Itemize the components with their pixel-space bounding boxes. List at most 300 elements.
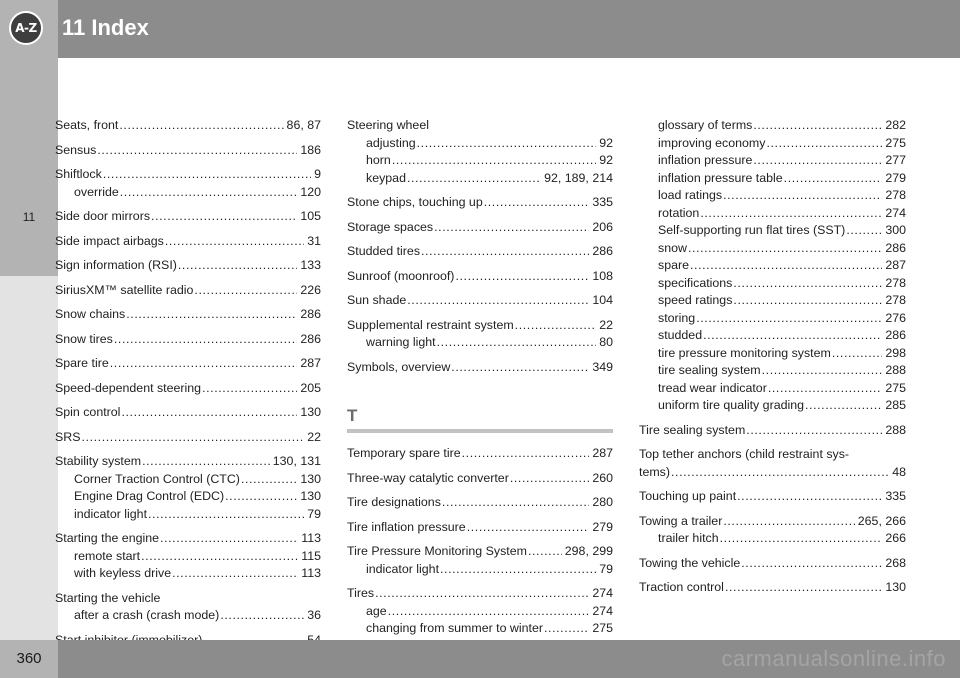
entry-label: Sun shade	[347, 293, 407, 307]
page-reference: 275	[885, 135, 906, 150]
dot-leader	[125, 306, 297, 324]
entry-label: SRS	[55, 429, 81, 444]
index-subentry-line	[347, 561, 613, 579]
page-reference: 186	[300, 142, 321, 157]
entry-label: Stability system	[55, 454, 142, 468]
dot-leader	[80, 429, 304, 447]
dot-leader	[439, 561, 596, 579]
index-subentry-line	[55, 488, 321, 506]
entry-label: remote start	[74, 548, 141, 563]
dot-leader	[831, 345, 882, 363]
page-reference: 276	[885, 310, 906, 325]
index-entry-line	[639, 579, 906, 597]
page-reference: 268	[885, 555, 906, 570]
page-reference: 22	[307, 429, 321, 444]
page-reference: 277	[885, 153, 906, 167]
page-reference: 286	[885, 240, 906, 255]
entry-label: inflation pressure table	[658, 170, 783, 185]
index-entry-line	[639, 513, 906, 531]
dot-leader	[159, 530, 298, 548]
entry-label: override	[74, 184, 119, 199]
dot-leader	[118, 117, 283, 135]
page-reference: 130, 131	[272, 454, 321, 468]
entry-label: tire pressure monitoring system	[658, 345, 831, 360]
index-entry	[55, 117, 321, 135]
index-entry	[55, 331, 321, 349]
dot-leader	[109, 355, 298, 373]
dot-leader	[689, 257, 882, 275]
page-reference: 274	[592, 603, 613, 618]
dot-leader	[201, 380, 297, 398]
index-entry	[55, 380, 321, 398]
dot-leader	[845, 222, 882, 240]
entry-label: tire sealing system	[658, 363, 761, 377]
page-reference: 278	[885, 293, 906, 307]
dot-leader	[219, 607, 304, 625]
index-subentry-line	[639, 292, 906, 310]
page-title: 11 Index	[62, 15, 149, 40]
page-reference: 130	[885, 580, 906, 594]
index-subentry-line	[347, 620, 613, 638]
dot-leader	[171, 565, 298, 583]
page-reference: 79	[599, 561, 613, 576]
index-entry	[55, 233, 321, 251]
index-entry-line	[55, 142, 321, 160]
index-entry-line	[347, 292, 613, 310]
page-reference: 288	[885, 363, 906, 377]
page-reference: 22	[599, 317, 613, 332]
index-entry	[347, 292, 613, 310]
index-column-2	[347, 117, 613, 645]
entry-label: inflation pressure	[658, 153, 753, 167]
page-reference: 9	[314, 167, 321, 181]
chapter-side-tab	[0, 58, 58, 276]
page-reference: 48	[892, 464, 906, 479]
index-subentry-line	[639, 222, 906, 240]
index-subentry-line	[347, 152, 613, 170]
index-entry-line	[347, 445, 613, 463]
page-reference: 86, 87	[286, 118, 321, 132]
index-entry	[55, 257, 321, 275]
dot-leader	[804, 397, 882, 415]
page-reference: 274	[592, 586, 613, 600]
page-reference: 287	[300, 356, 321, 370]
index-entry	[55, 453, 321, 523]
dot-leader	[433, 219, 589, 237]
dot-leader	[732, 275, 882, 293]
index-entry	[55, 166, 321, 201]
entry-label: rotation	[658, 205, 700, 220]
index-entry-line	[347, 194, 613, 212]
page-reference: 80	[599, 335, 613, 349]
dot-leader	[141, 453, 270, 471]
index-entry-line	[347, 117, 613, 135]
page-reference: 79	[307, 506, 321, 521]
page-reference: 104	[592, 293, 613, 307]
entry-label: Spin control	[55, 405, 121, 419]
entry-label: spare	[658, 258, 689, 272]
page-reference: 113	[301, 566, 321, 580]
dot-leader	[719, 530, 883, 548]
entry-label: Symbols, overview	[347, 359, 451, 374]
entry-label: SiriusXM™ satellite radio	[55, 282, 194, 297]
dot-leader	[406, 292, 589, 310]
dot-leader	[752, 117, 882, 135]
index-entry	[55, 208, 321, 226]
dot-leader	[483, 194, 590, 212]
dot-leader	[761, 362, 883, 380]
entry-label: uniform tire quality grading	[658, 398, 805, 412]
entry-label: Sensus	[55, 142, 97, 157]
index-entry-line	[55, 117, 321, 135]
entry-label: Sunroof (moonroof)	[347, 268, 455, 283]
dot-leader	[374, 585, 589, 603]
entry-label: Steering wheel	[347, 118, 429, 132]
index-entry-line	[347, 268, 613, 286]
dot-leader	[509, 470, 589, 488]
index-subentry-line	[55, 548, 321, 566]
page-reference: 335	[592, 195, 613, 209]
entry-label: Traction control	[639, 580, 724, 594]
entry-label: Engine Drag Control (EDC)	[74, 489, 225, 503]
dot-leader	[745, 422, 882, 440]
page-reference: 335	[885, 489, 906, 503]
index-entry	[639, 422, 906, 440]
page-reference: 287	[885, 258, 906, 272]
dot-leader	[740, 555, 882, 573]
dot-leader	[461, 445, 590, 463]
entry-label: Corner Traction Control (CTC)	[74, 471, 240, 486]
dot-leader	[120, 404, 297, 422]
entry-label: warning light	[366, 335, 436, 349]
page-reference: 265, 266	[857, 513, 906, 528]
index-entry-line	[347, 219, 613, 237]
page-reference: 92, 189, 214	[544, 170, 613, 185]
page-reference: 120	[300, 184, 321, 199]
dot-leader	[695, 310, 882, 328]
dot-leader	[702, 327, 882, 345]
index-entry	[639, 513, 906, 548]
index-entry	[55, 404, 321, 422]
dot-leader	[96, 142, 297, 160]
entry-label: changing from summer to winter	[366, 621, 543, 635]
watermark-text: carmanualsonline.info	[721, 646, 946, 671]
index-entry-line	[347, 243, 613, 261]
index-entry-line	[55, 453, 321, 471]
dot-leader	[722, 187, 882, 205]
page-reference: 260	[592, 470, 613, 485]
entry-label: Self-supporting run flat tires (SST)	[658, 223, 846, 237]
entry-label: Snow chains	[55, 307, 126, 321]
index-entry-line	[55, 530, 321, 548]
index-entry-line	[55, 257, 321, 275]
page-reference: 115	[301, 548, 321, 563]
entry-label: Tire designations	[347, 495, 441, 509]
index-subentry-line	[55, 506, 321, 524]
dot-leader	[527, 543, 562, 561]
index-subentry-line	[639, 205, 906, 223]
entry-label: Starting the vehicle	[55, 590, 161, 605]
dot-leader	[732, 292, 882, 310]
entry-label: Shiftlock	[55, 167, 102, 181]
dot-leader	[454, 268, 589, 286]
index-subentry-line	[639, 327, 906, 345]
index-entry-line	[639, 446, 906, 464]
page-reference: 278	[885, 275, 906, 290]
index-subentry-line	[639, 397, 906, 415]
entry-label: load ratings	[658, 188, 723, 202]
page-reference: 206	[592, 219, 613, 234]
index-entry-line	[639, 422, 906, 440]
index-subentry-line	[639, 362, 906, 380]
page-number: 360	[16, 650, 42, 667]
page-reference: 279	[592, 519, 613, 534]
entry-label: Snow tires	[55, 331, 113, 346]
index-entry-line	[55, 380, 321, 398]
entry-label: indicator light	[74, 506, 148, 521]
index-entry	[639, 488, 906, 506]
index-subentry-line	[639, 170, 906, 188]
page-reference: 105	[300, 209, 321, 223]
entry-label: Tire Pressure Monitoring System	[347, 544, 527, 558]
dot-leader	[119, 184, 298, 202]
index-entry-line	[55, 429, 321, 447]
index-entry	[55, 590, 321, 625]
index-entry	[347, 519, 613, 537]
page-reference: 298	[885, 345, 906, 360]
dot-leader	[699, 205, 882, 223]
index-entry-line	[55, 282, 321, 300]
dot-leader	[193, 282, 297, 300]
page-reference: 36	[307, 608, 321, 622]
index-entry	[347, 194, 613, 212]
entry-label: tread wear indicator	[658, 380, 767, 395]
entry-label: adjusting	[366, 135, 416, 150]
index-entry-line	[55, 355, 321, 373]
index-subentry-line	[639, 530, 906, 548]
index-entry	[347, 317, 613, 352]
entry-label: storing	[658, 310, 696, 325]
page-reference: 133	[300, 258, 321, 272]
dot-leader	[670, 464, 889, 482]
dot-leader	[147, 506, 304, 524]
entry-label: Studded tires	[347, 244, 421, 258]
entry-label: Tire inflation pressure	[347, 519, 466, 534]
entry-label: Tires	[347, 586, 375, 600]
index-entry	[639, 579, 906, 597]
entry-label: keypad	[366, 170, 406, 185]
dot-leader	[724, 579, 882, 597]
entry-label: Storage spaces	[347, 219, 434, 234]
dot-leader	[722, 513, 854, 531]
dot-leader	[783, 170, 883, 188]
page-reference: 286	[885, 328, 906, 342]
index-entry-line	[347, 585, 613, 603]
page-reference: 280	[592, 495, 613, 509]
entry-label: Top tether anchors (child restraint sys-	[639, 447, 850, 461]
dot-leader	[387, 603, 590, 621]
section-divider	[347, 429, 613, 433]
dot-leader	[164, 233, 304, 251]
index-entry-line	[639, 555, 906, 573]
a-z-index-icon: A-Z	[9, 11, 43, 45]
entry-label: horn	[366, 153, 391, 167]
dot-leader	[466, 519, 590, 537]
entry-label: trailer hitch	[658, 531, 719, 545]
index-entry	[55, 282, 321, 300]
index-entry	[347, 585, 613, 638]
entry-label: speed ratings	[658, 293, 733, 307]
entry-label: Spare tire	[55, 356, 109, 370]
dot-leader	[406, 170, 541, 188]
index-entry	[55, 306, 321, 324]
entry-label: Side door mirrors	[55, 209, 151, 223]
entry-label: specifications	[658, 275, 733, 290]
entry-label: improving economy	[658, 135, 766, 150]
page-reference: 226	[300, 282, 321, 297]
index-entry-line	[347, 470, 613, 488]
index-entry-line	[55, 233, 321, 251]
index-subentry-line	[347, 334, 613, 352]
page-reference: 288	[885, 422, 906, 437]
entry-label: age	[366, 603, 387, 618]
index-subentry-line	[639, 345, 906, 363]
index-entry-line	[347, 543, 613, 561]
index-column-3	[639, 117, 906, 604]
dot-leader	[767, 380, 882, 398]
dot-leader	[240, 471, 297, 489]
index-entry	[347, 470, 613, 488]
index-entry	[347, 243, 613, 261]
page-reference: 285	[885, 398, 906, 412]
index-entry-line	[347, 317, 613, 335]
dot-leader	[736, 488, 882, 506]
entry-label: Side impact airbags	[55, 233, 164, 248]
page-reference: 130	[300, 471, 321, 486]
index-subentry-line	[55, 471, 321, 489]
index-entry	[347, 445, 613, 463]
page-reference: 287	[592, 446, 613, 460]
index-entry	[55, 530, 321, 583]
page-reference: 266	[885, 531, 906, 545]
dot-leader	[416, 135, 597, 153]
index-subentry-line	[347, 135, 613, 153]
dot-leader	[391, 152, 596, 170]
page-reference: 286	[300, 307, 321, 321]
page-reference: 275	[592, 621, 613, 635]
index-subentry-line	[639, 135, 906, 153]
dot-leader	[140, 548, 298, 566]
index-entry-line	[347, 494, 613, 512]
entry-label: Sign information (RSI)	[55, 258, 177, 272]
dot-leader	[436, 334, 597, 352]
page-reference: 300	[885, 223, 906, 237]
entry-label: Touching up paint	[639, 489, 737, 503]
index-subentry-line	[639, 380, 906, 398]
entry-label: studded	[658, 328, 703, 342]
index-entry	[347, 117, 613, 187]
page-reference: 298, 299	[564, 544, 613, 558]
index-subentry-line	[639, 257, 906, 275]
entry-label: after a crash (crash mode)	[74, 608, 220, 622]
index-entry-line	[55, 404, 321, 422]
entry-label: tems)	[639, 464, 670, 479]
index-subentry-line	[639, 187, 906, 205]
index-subentry-line	[639, 275, 906, 293]
page-reference: 92	[599, 135, 613, 150]
index-subentry-line	[55, 607, 321, 625]
dot-leader	[177, 257, 297, 275]
page-reference: 282	[885, 118, 906, 132]
page-reference: 286	[592, 244, 613, 258]
header-tab	[0, 0, 58, 58]
dot-leader	[441, 494, 589, 512]
index-entry	[347, 268, 613, 286]
entry-label: Tire sealing system	[639, 422, 746, 437]
index-subentry-line	[347, 603, 613, 621]
dot-leader	[752, 152, 882, 170]
index-subentry-line	[639, 240, 906, 258]
index-entry	[347, 359, 613, 377]
index-column-1	[55, 117, 321, 656]
index-subentry-line	[639, 310, 906, 328]
index-entry	[639, 446, 906, 481]
index-entry-line	[55, 590, 321, 608]
page-reference: 31	[307, 233, 321, 248]
index-entry	[639, 555, 906, 573]
page-reference: 349	[592, 359, 613, 374]
index-entry	[347, 543, 613, 578]
entry-label: indicator light	[366, 561, 440, 576]
index-entry-line	[347, 359, 613, 377]
index-entry-line	[639, 488, 906, 506]
entry-label: glossary of terms	[658, 118, 753, 132]
entry-label: Starting the engine	[55, 531, 160, 545]
entry-label: Temporary spare tire	[347, 446, 461, 460]
entry-label: snow	[658, 240, 687, 255]
page-reference: 92	[599, 153, 613, 167]
index-subentry-line	[639, 152, 906, 170]
dot-leader	[102, 166, 311, 184]
page-reference: 274	[885, 205, 906, 220]
index-entry	[55, 142, 321, 160]
chapter-tab-label: 11	[22, 210, 36, 224]
index-entry	[55, 429, 321, 447]
index-entry-line	[347, 519, 613, 537]
page-reference: 130	[300, 405, 321, 419]
index-entry	[639, 117, 906, 415]
side-margin-strip	[0, 276, 58, 640]
index-subentry-line	[55, 565, 321, 583]
index-entry-line	[639, 464, 906, 482]
index-entry	[347, 219, 613, 237]
page-reference: 275	[885, 380, 906, 395]
entry-label: Three-way catalytic converter	[347, 470, 509, 485]
entry-label: Speed-dependent steering	[55, 380, 202, 395]
page-reference: 286	[300, 331, 321, 346]
entry-label: with keyless drive	[74, 566, 172, 580]
page-reference: 205	[300, 380, 321, 395]
dot-leader	[765, 135, 882, 153]
index-entry-line	[55, 166, 321, 184]
dot-leader	[687, 240, 882, 258]
entry-label: Towing a trailer	[639, 513, 723, 528]
index-subentry-line	[639, 117, 906, 135]
entry-label: Towing the vehicle	[639, 555, 741, 570]
page-reference: 108	[592, 268, 613, 283]
dot-leader	[450, 359, 589, 377]
page-reference: 278	[885, 188, 906, 202]
